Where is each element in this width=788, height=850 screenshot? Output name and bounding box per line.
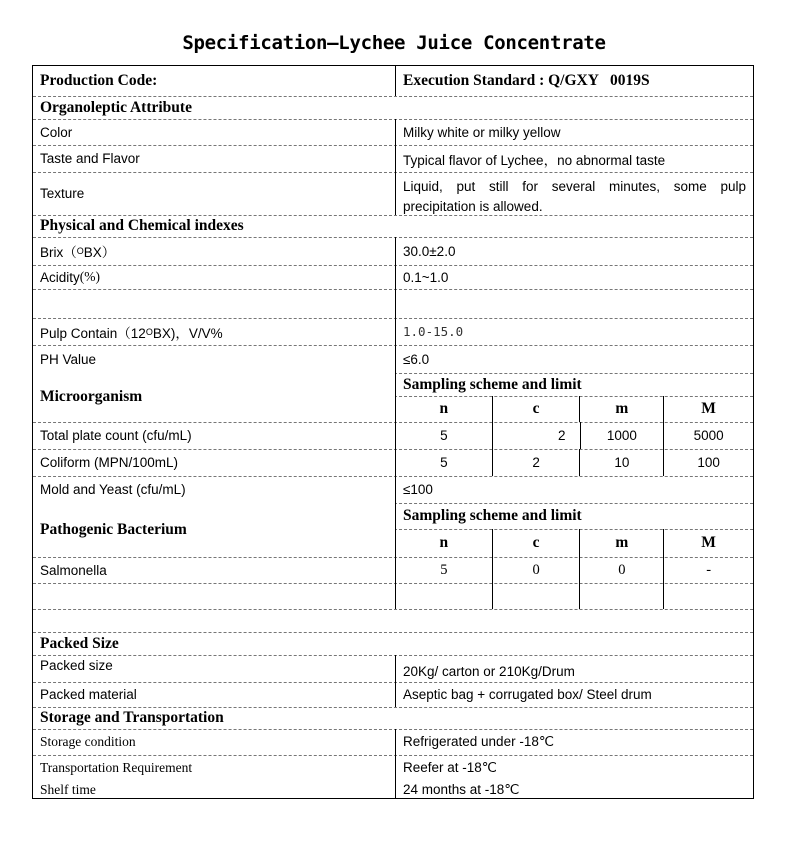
coliform-c: 2 bbox=[492, 449, 580, 476]
texture-value: Liquid, put still for several minutes, some pulp precipitation is allowed. bbox=[395, 172, 753, 215]
patho-col-m: m bbox=[579, 529, 663, 557]
ph-row bbox=[33, 345, 753, 374]
mold-value: ≤100 bbox=[395, 476, 753, 503]
micro-heading: Microorganism bbox=[33, 373, 395, 421]
salmonella-label: Salmonella bbox=[40, 562, 107, 578]
packed-material-value: Aseptic bag + corrugated box/ Steel drum bbox=[395, 682, 753, 707]
coliform-M: 100 bbox=[663, 449, 753, 476]
packed-size-value: 20Kg/ carton or 210Kg/Drum bbox=[395, 655, 753, 682]
pulp-value: 1.0-15.0 bbox=[395, 318, 753, 345]
coliform-n: 5 bbox=[440, 455, 448, 470]
salmonella-c: 0 bbox=[492, 557, 580, 583]
shelf-time-row bbox=[33, 781, 753, 798]
empty-row bbox=[33, 289, 753, 319]
packed-heading: Packed Size bbox=[40, 634, 119, 652]
total-plate-label: Total plate count (cfu/mL) bbox=[40, 428, 192, 443]
total-plate-n: 5 bbox=[440, 428, 448, 443]
patho-col-n: n bbox=[439, 534, 449, 551]
header-row bbox=[33, 66, 753, 97]
storage-condition-row bbox=[33, 729, 753, 756]
document-title: Specification—Lychee Juice Concentrate bbox=[182, 32, 606, 54]
micro-col-m: m bbox=[579, 396, 663, 422]
patho-empty-row bbox=[33, 583, 753, 610]
salmonella-row bbox=[33, 557, 753, 584]
coliform-m: 10 bbox=[579, 449, 663, 476]
color-label: Color bbox=[40, 124, 73, 140]
color-row bbox=[33, 119, 753, 146]
execution-standard: Execution Standard : Q/GXY 0019S bbox=[395, 66, 753, 96]
patho-col-c: c bbox=[492, 529, 580, 557]
production-code-label: Production Code: bbox=[40, 72, 158, 89]
packed-size-row bbox=[33, 655, 753, 683]
micro-scheme-label: Sampling scheme and limit bbox=[395, 373, 753, 396]
acidity-label: Acidity (%) bbox=[40, 269, 101, 285]
organoleptic-heading: Organoleptic Attribute bbox=[40, 98, 192, 116]
coliform-label: Coliform (MPN/100mL) bbox=[40, 455, 179, 470]
total-plate-c: 2 bbox=[492, 422, 580, 449]
micro-col-n: n bbox=[439, 400, 449, 417]
acidity-row bbox=[33, 265, 753, 290]
taste-label: Taste and Flavor bbox=[40, 151, 140, 166]
mold-label: Mold and Yeast (cfu/mL) bbox=[40, 482, 186, 497]
ph-label: PH Value bbox=[40, 351, 97, 367]
storage-heading: Storage and Transportation bbox=[40, 709, 224, 726]
micro-col-M: M bbox=[663, 396, 753, 422]
spec-table bbox=[32, 65, 754, 799]
mold-row bbox=[33, 476, 753, 504]
taste-value: Typical flavor of Lychee，no abnormal taste bbox=[395, 145, 753, 172]
physical-heading-row bbox=[33, 215, 753, 238]
packed-size-label: Packed size bbox=[40, 658, 113, 673]
brix-row bbox=[33, 237, 753, 266]
color-value: Milky white or milky yellow bbox=[395, 119, 753, 145]
transport-row bbox=[33, 755, 753, 782]
patho-scheme-label: Sampling scheme and limit bbox=[395, 503, 753, 529]
pulp-label: Pulp Contain（12 O BX)，V/V% bbox=[40, 325, 223, 341]
transport-value: Reefer at -18℃ bbox=[395, 755, 753, 781]
total-plate-M: 5000 bbox=[663, 422, 753, 449]
packed-material-row bbox=[33, 682, 753, 708]
salmonella-m: 0 bbox=[579, 557, 663, 583]
coliform-row bbox=[33, 449, 753, 477]
texture-label: Texture bbox=[40, 186, 85, 201]
micro-col-c: c bbox=[492, 396, 580, 422]
storage-condition-value: Refrigerated under -18℃ bbox=[395, 729, 753, 755]
storage-heading-row bbox=[33, 707, 753, 730]
brix-value: 30.0±2.0 bbox=[395, 237, 753, 265]
organoleptic-heading-row bbox=[33, 96, 753, 120]
total-plate-row bbox=[33, 422, 753, 450]
storage-condition-label: Storage condition bbox=[40, 734, 136, 749]
brix-label: Brix（ O BX） bbox=[40, 245, 116, 260]
shelf-time-label: Shelf time bbox=[40, 781, 96, 797]
transport-label: Transportation Requirement bbox=[40, 760, 193, 775]
physical-heading: Physical and Chemical indexes bbox=[40, 217, 244, 234]
blank-row bbox=[33, 609, 753, 633]
salmonella-n: 5 bbox=[440, 561, 448, 578]
total-plate-m: 1000 bbox=[580, 422, 664, 449]
texture-row bbox=[33, 172, 753, 216]
acidity-value: 0.1~1.0 bbox=[395, 265, 753, 289]
patho-col-M: M bbox=[663, 529, 753, 557]
packed-material-label: Packed material bbox=[40, 687, 137, 702]
micro-col-headers bbox=[395, 396, 753, 422]
ph-value: ≤6.0 bbox=[395, 345, 753, 373]
packed-heading-row bbox=[33, 632, 753, 656]
patho-heading: Pathogenic Bacterium bbox=[33, 503, 395, 556]
pulp-row bbox=[33, 318, 753, 346]
salmonella-M: - bbox=[663, 557, 753, 583]
shelf-time-value: 24 months at -18℃ bbox=[395, 781, 753, 798]
taste-row bbox=[33, 145, 753, 173]
